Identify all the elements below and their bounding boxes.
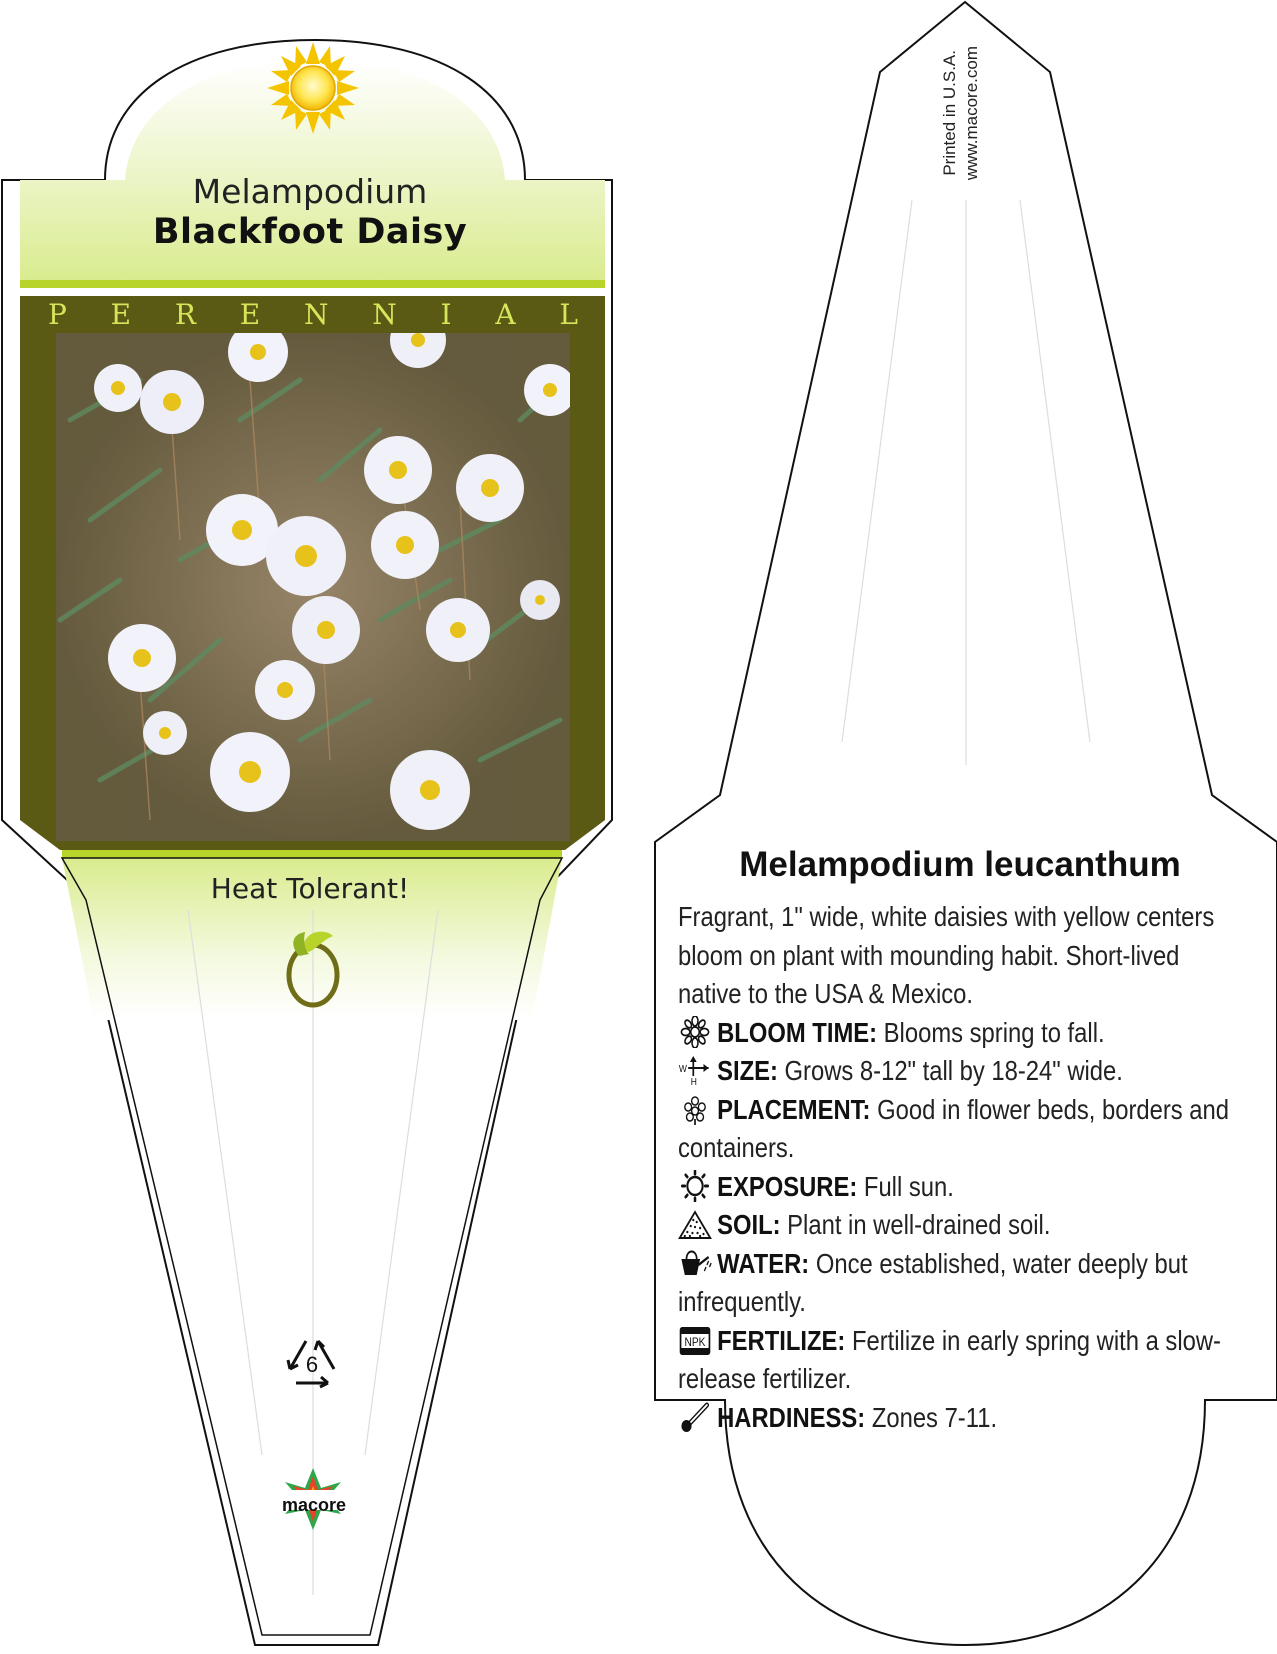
attribute-label: PLACEMENT: — [717, 1093, 871, 1125]
description: Fragrant, 1" wide, white daisies with yellow centers bloom on plant with mounding habit. Short-lived native to the USA & Mexico. — [678, 901, 1215, 1009]
placement-icon — [678, 1093, 712, 1125]
attribute-text: Grows 8-12" tall by 18-24" wide. — [784, 1055, 1123, 1086]
attribute-text: Good in flower beds, borders and containers. — [678, 1093, 1230, 1163]
category-letter: P — [48, 298, 67, 331]
flower-icon — [678, 1016, 712, 1048]
npk-icon — [678, 1324, 712, 1356]
attribute-text: Full sun. — [863, 1170, 954, 1202]
common-name: Melampodium — [192, 172, 428, 211]
attribute-text: Once established, water deeply but infrequently. — [678, 1247, 1188, 1317]
attribute-text: Plant in well-drained soil. — [787, 1209, 1051, 1240]
attribute-hardiness — [678, 1399, 1239, 1438]
attribute-text: Fertilize in early spring with a slow-release fertilizer. — [678, 1324, 1221, 1394]
website: www.macore.com — [962, 46, 981, 181]
printed-in: Printed in U.S.A. — [940, 50, 959, 176]
attribute-label: BLOOM TIME: — [717, 1016, 878, 1048]
attribute-soil — [678, 1206, 1239, 1245]
attribute-bloom-time — [678, 1014, 1239, 1053]
attribute-label: EXPOSURE: — [717, 1170, 858, 1202]
category-letter: E — [110, 298, 132, 331]
category-letter: N — [303, 298, 329, 331]
printer-info — [940, 46, 981, 210]
category-letter: A — [495, 298, 516, 331]
category-letter: R — [174, 298, 196, 331]
attribute-label: HARDINESS: — [717, 1401, 866, 1433]
svg-text:W: W — [678, 1063, 687, 1075]
category-letter: E — [239, 298, 261, 331]
soil-icon — [678, 1208, 712, 1240]
brand-name: macore — [281, 1495, 347, 1515]
attribute-text: Blooms spring to fall. — [883, 1016, 1105, 1048]
attribute-label: SIZE: — [717, 1055, 778, 1086]
attribute-fertilize — [678, 1322, 1239, 1399]
attribute-text: Zones 7-11. — [871, 1401, 998, 1433]
svg-text:H: H — [690, 1076, 697, 1086]
attribute-label: SOIL: — [717, 1209, 781, 1240]
thermometer-icon — [678, 1401, 712, 1433]
category-letter: L — [559, 298, 578, 331]
variety-name: Blackfoot Daisy — [152, 212, 468, 252]
size-icon — [678, 1054, 712, 1086]
attribute-exposure — [678, 1168, 1239, 1207]
category-banner — [48, 298, 578, 331]
care-info — [678, 898, 1239, 1437]
attribute-placement — [678, 1091, 1239, 1168]
sun-icon — [678, 1170, 712, 1202]
recycle-number: 6 — [305, 1352, 319, 1377]
category-letter: N — [372, 298, 397, 331]
attribute-water — [678, 1245, 1239, 1322]
watering-can-icon — [678, 1247, 712, 1279]
attribute-label: WATER: — [717, 1247, 810, 1279]
botanical-name: Melampodium leucanthum — [739, 845, 1181, 884]
svg-text:NPK: NPK — [684, 1335, 706, 1349]
attribute-label: FERTILIZE: — [717, 1324, 846, 1356]
category-letter: I — [440, 298, 452, 331]
plant-photo — [56, 312, 576, 841]
attribute-size — [678, 1052, 1239, 1091]
tagline: Heat Tolerant! — [210, 872, 410, 905]
